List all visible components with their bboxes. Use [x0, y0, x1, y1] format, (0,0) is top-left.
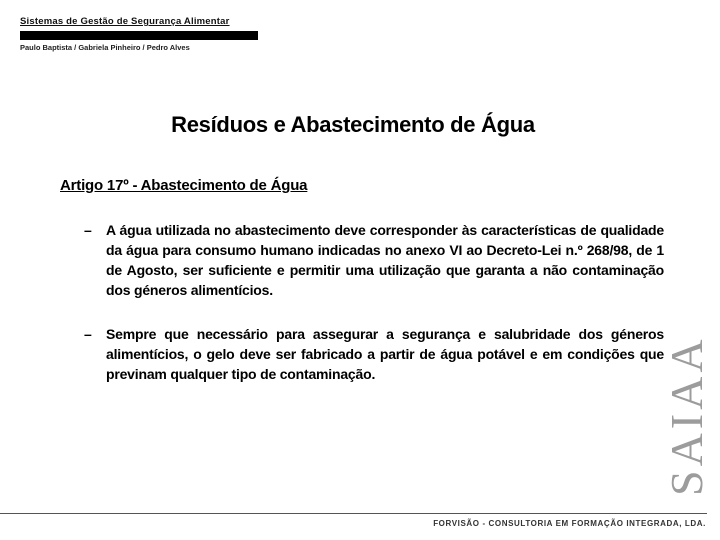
- bullet-text: Sempre que necessário para assegurar a segurança e salubridade dos géneros alimentícios, o gelo deve ser fabricado a partir de água potável e em condições que previnam qualquer tipo de contaminação.: [106, 326, 664, 382]
- list-item: [84, 324, 664, 384]
- slide-title: Resíduos e Abastecimento de Água: [171, 112, 535, 137]
- bullet-dash-icon: –: [84, 222, 92, 238]
- section-heading: Artigo 17º - Abastecimento de Água: [60, 177, 308, 194]
- saiaa-watermark: SAIAA: [661, 335, 712, 496]
- bullet-text: A água utilizada no abastecimento deve corresponder às características de qualidade da água para consumo humano indicadas no anexo VI ao Decreto-Lei n.º 268/98, de 1 de Agosto, ser suficiente e permitir uma utilização que garanta a não contaminação dos géneros alimentícios.: [106, 222, 664, 298]
- bullet-dash-icon: –: [84, 326, 92, 342]
- bullet-list: [84, 220, 664, 408]
- header-block: [20, 16, 280, 52]
- footer-divider: [0, 513, 707, 514]
- footer-text: FORVISÃO - CONSULTORIA EM FORMAÇÃO INTEGRADA, LDA.: [433, 519, 706, 528]
- header-divider-bar: [20, 31, 258, 40]
- list-item: [84, 220, 664, 300]
- authors-line: Paulo Baptista / Gabriela Pinheiro / Pedro Alves: [20, 43, 190, 52]
- course-title: Sistemas de Gestão de Segurança Alimentar: [20, 16, 230, 27]
